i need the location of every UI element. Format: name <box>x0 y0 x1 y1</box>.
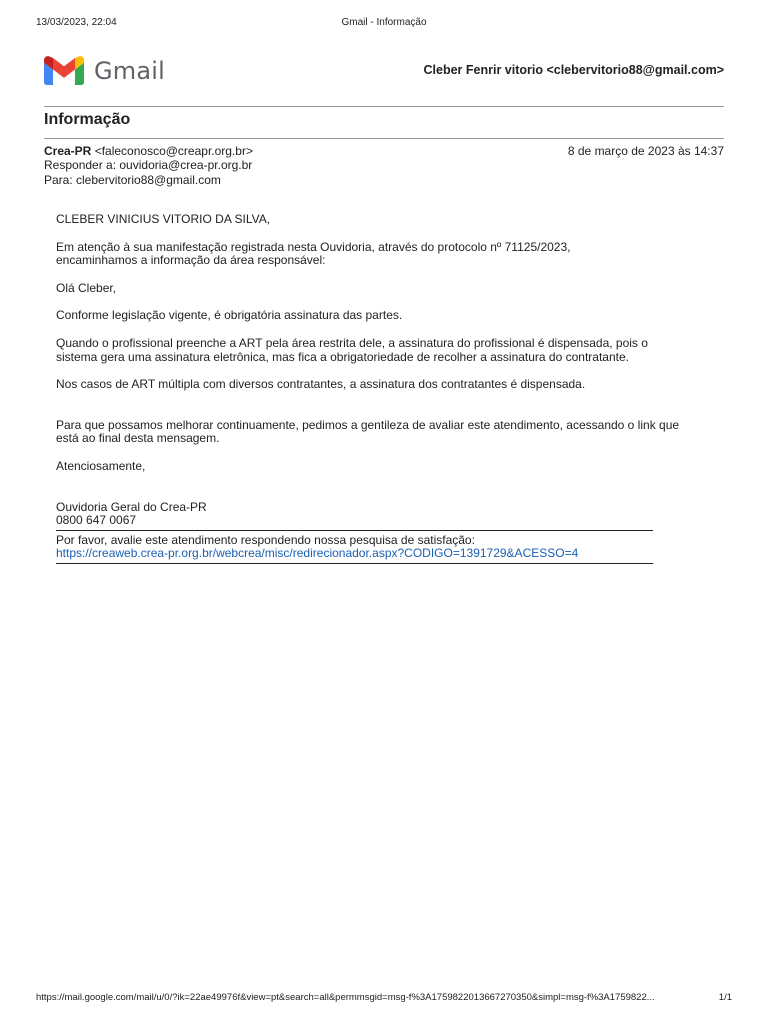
print-datetime: 13/03/2023, 22:04 <box>36 17 117 28</box>
intro-line-1: Em atenção à sua manifestação registrada nesta Ouvidoria, através do protocolo nº 71125/2023, <box>56 239 571 254</box>
sender-email: <faleconosco@creapr.org.br> <box>94 144 253 158</box>
separator-bottom <box>56 563 653 564</box>
page-number: 1/1 <box>718 992 732 1003</box>
print-footer <box>36 992 732 1004</box>
closing: Atenciosamente, <box>56 458 146 473</box>
paragraph-2-line-1: Quando o profissional preenche a ART pela área restrita dele, a assinatura do profissional é dispensada, pois o <box>56 335 648 350</box>
print-footer-url: https://mail.google.com/mail/u/0/?ik=22ae49976f&view=pt&search=all&permmsgid=msg-f%3A1759822013667270350&simpl=msg-f%3A1759822... <box>36 992 655 1003</box>
signature-line-1: Ouvidoria Geral do Crea-PR <box>56 499 207 514</box>
header-divider <box>44 106 724 107</box>
survey-link[interactable]: https://creaweb.crea-pr.org.br/webcrea/misc/redirecionador.aspx?CODIGO=1391729&ACESSO=4 <box>56 546 579 561</box>
email-body <box>56 213 682 567</box>
sent-date: 8 de março de 2023 às 14:37 <box>567 144 724 158</box>
subject-divider <box>44 138 724 139</box>
intro-line-2: encaminhamos a informação da área responsável: <box>56 253 326 268</box>
paragraph-1: Conforme legislação vigente, é obrigatória assinatura das partes. <box>56 308 403 323</box>
gmail-header <box>44 52 724 92</box>
reply-to: Responder a: ouvidoria@crea-pr.org.br <box>44 158 253 173</box>
gmail-m-icon <box>44 56 84 86</box>
gmail-logo-text: Gmail <box>94 57 166 85</box>
greeting: CLEBER VINICIUS VITORIO DA SILVA, <box>56 212 271 226</box>
gmail-logo <box>44 56 165 86</box>
email-subject: Informação <box>44 111 131 128</box>
signature-line-2: 0800 647 0067 <box>56 513 137 528</box>
print-header <box>36 17 732 31</box>
separator-top <box>56 530 653 531</box>
paragraph-3: Nos casos de ART múltipla com diversos contratantes, a assinatura dos contratantes é dispensada. <box>56 377 586 392</box>
recipient: Para: clebervitorio88@gmail.com <box>44 172 221 187</box>
paragraph-4-line-1: Para que possamos melhorar continuamente, pedimos a gentileza de avaliar este atendimento, acessando o link que <box>56 417 680 432</box>
sender-name: Crea-PR <box>44 144 92 158</box>
hello-line: Olá Cleber, <box>56 280 117 295</box>
print-title: Gmail - Informação <box>341 17 427 28</box>
email-meta <box>44 144 724 187</box>
paragraph-4-line-2: está ao final desta mensagem. <box>56 431 220 446</box>
paragraph-2-line-2: sistema gera uma assinatura eletrônica, mas fica a obrigatoriedade de recolher a assinatura do contratante. <box>56 349 629 364</box>
survey-text: Por favor, avalie este atendimento respondendo nossa pesquisa de satisfação: <box>56 532 475 547</box>
account-name: Cleber Fenrir vitorio <clebervitorio88@gmail.com> <box>423 63 724 77</box>
